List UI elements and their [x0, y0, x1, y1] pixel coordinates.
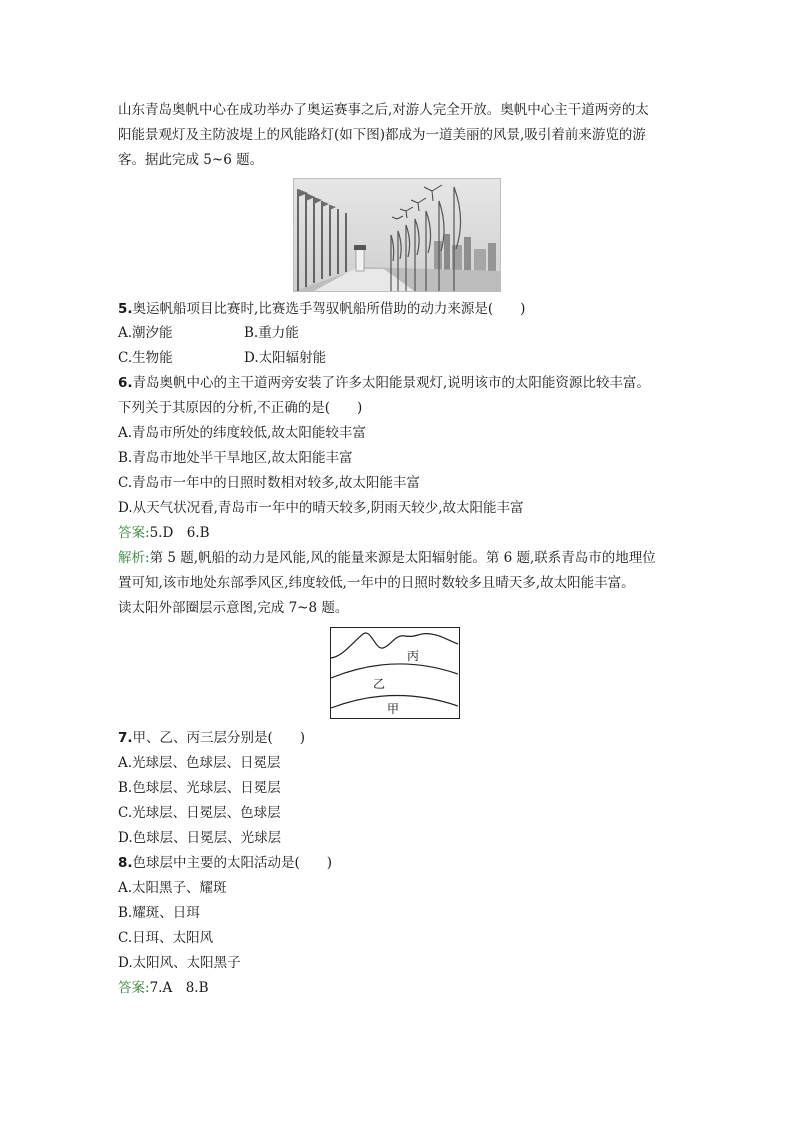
analysis-text-1: 第 5 题,帆船的动力是风能,风的能量来源是太阳辐射能。第 6 题,联系青岛市的地理位 [149, 550, 656, 566]
question-5-options-row-2 [118, 348, 418, 368]
question-8-option-c[interactable]: C.日珥、太阳风 [118, 930, 214, 946]
question-6-stem-2: 下列关于其原因的分析,不正确的是( ) [118, 400, 363, 416]
question-7-option-c[interactable]: C.光球层、日冕层、色球层 [118, 805, 281, 821]
question-7-option-d[interactable]: D.色球层、日冕层、光球层 [118, 830, 282, 846]
answer-label: 答案: [118, 525, 150, 541]
question-6-option-c[interactable]: C.青岛市一年中的日照时数相对较多,故太阳能丰富 [118, 475, 420, 491]
intro-line-3: 客。据此完成 5~6 题。 [118, 152, 264, 168]
question-8-option-a[interactable]: A.太阳黑子、耀斑 [118, 880, 227, 896]
intro-2: 读太阳外部圈层示意图,完成 7~8 题。 [118, 600, 349, 616]
question-8-stem [118, 853, 332, 873]
intro-line-1: 山东青岛奥帆中心在成功举办了奥运赛事之后,对游人完全开放。奥帆中心主干道两旁的太 [118, 102, 649, 118]
answer-label-2: 答案: [118, 980, 150, 996]
question-6-number: 6. [118, 375, 133, 391]
photo-illustration [294, 179, 500, 291]
question-7-number: 7. [118, 730, 133, 746]
question-8-option-b[interactable]: B.耀斑、日珥 [118, 905, 200, 921]
question-8-text: 色球层中主要的太阳活动是( ) [132, 855, 333, 871]
answer-text-2: 7.A 8.B [149, 980, 209, 996]
analysis-line-2: 置可知,该市地处东部季风区,纬度较低,一年中的日照时数较多且晴天多,故太阳能丰富。 [118, 575, 635, 591]
question-6-option-a[interactable]: A.青岛市所处的纬度较低,故太阳能较丰富 [118, 425, 366, 441]
question-8-option-d[interactable]: D.太阳风、太阳黑子 [118, 955, 241, 971]
question-8-number: 8. [118, 855, 133, 871]
analysis-line-1 [118, 548, 656, 568]
sun-layers-svg [331, 628, 458, 717]
question-5-stem [118, 299, 525, 319]
question-6-option-d[interactable]: D.从天气状况看,青岛市一年中的晴天较多,阴雨天较少,故太阳能丰富 [118, 500, 524, 516]
question-5-option-c[interactable]: C.生物能 [118, 350, 173, 366]
sun-layers-diagram [330, 627, 460, 719]
intro-line-2: 阳能景观灯及主防波堤上的风能路灯(如下图)都成为一道美丽的风景,吸引着前来游览的游 [118, 127, 646, 143]
question-7-stem [118, 728, 305, 748]
analysis-label: 解析: [118, 550, 150, 566]
question-7-text: 甲、乙、丙三层分别是( ) [132, 730, 306, 746]
label-bing: 丙 [407, 649, 420, 663]
question-5-option-d[interactable]: D.太阳辐射能 [244, 350, 327, 366]
breakwater-lamps-photo [293, 178, 501, 292]
layer-bing-boundary [331, 633, 458, 658]
question-6-option-b[interactable]: B.青岛市地处半干旱地区,故太阳能丰富 [118, 450, 353, 466]
question-7-option-b[interactable]: B.色球层、光球层、日冕层 [118, 780, 281, 796]
question-6-stem-1 [118, 373, 650, 393]
question-6-text-1: 青岛奥帆中心的主干道两旁安装了许多太阳能景观灯,说明该市的太阳能资源比较丰富。 [132, 375, 650, 391]
label-jia: 甲 [387, 702, 400, 716]
question-5-option-a[interactable]: A.潮汐能 [118, 325, 173, 341]
question-7-option-a[interactable]: A.光球层、色球层、日冕层 [118, 755, 281, 771]
question-5-text: 奥运帆船项目比赛时,比赛选手驾驭帆船所借助的动力来源是( ) [132, 301, 526, 317]
answer-block-2 [118, 978, 209, 998]
layer-yi-boundary [331, 664, 458, 678]
question-5-number: 5. [118, 301, 133, 317]
label-yi: 乙 [373, 677, 386, 691]
question-5-options-row-1 [118, 323, 418, 343]
answer-text: 5.D 6.B [149, 525, 210, 541]
answer-block-1 [118, 523, 210, 543]
question-5-option-b[interactable]: B.重力能 [244, 325, 299, 341]
